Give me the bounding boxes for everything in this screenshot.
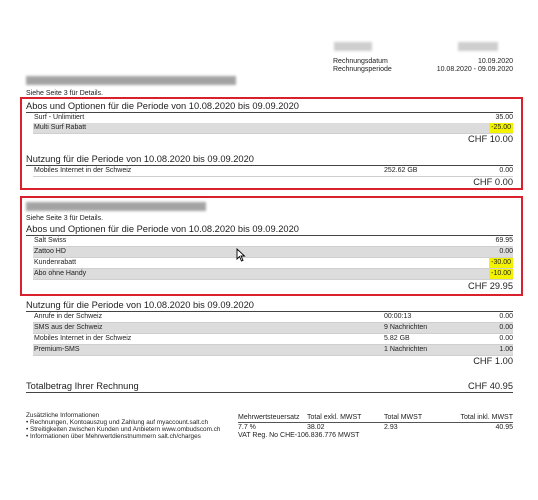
vat-value-excl: 38.02 [307, 424, 325, 431]
invoice-date-label: Rechnungsdatum [333, 58, 388, 65]
vat-header-vat: Total MWST [384, 414, 423, 421]
line-item-label: Zattoo HD [34, 248, 66, 255]
footer-info-line: • Rechnungen, Kontoauszug und Zahlung auf myaccount.salt.ch [26, 419, 209, 426]
line-item-amount: 69.95 [495, 237, 513, 244]
line-item [33, 247, 513, 258]
abos-title-2: Abos und Optionen für die Periode von 10.08.2020 bis 09.09.2020 [26, 224, 299, 234]
abos-subtotal-2: CHF 29.95 [468, 281, 513, 291]
mouse-cursor-icon [236, 248, 246, 262]
line-item-label: Abo ohne Handy [34, 270, 87, 277]
usage-subtotal-1: CHF 0.00 [473, 177, 513, 187]
line-item [33, 269, 513, 280]
line-item-label: Salt Swiss [34, 237, 67, 244]
line-item-amount: 0.00 [499, 167, 513, 174]
divider [26, 392, 513, 393]
vat-header-excl: Total exkl. MWST [307, 414, 362, 421]
line-item [33, 258, 513, 269]
line-item-amount: 0.00 [499, 335, 513, 342]
line-item [33, 236, 513, 247]
line-item-amount: 0.00 [499, 324, 513, 331]
see-details-note: Siehe Seite 3 für Details. [26, 215, 104, 222]
line-item-quantity: 5.82 GB [384, 335, 410, 342]
redacted-subscriber-1 [26, 76, 236, 85]
line-item-amount-highlighted: -10.00 [491, 270, 511, 277]
line-item [33, 123, 513, 134]
grand-total-label: Totalbetrag Ihrer Rechnung [26, 381, 139, 391]
vat-header-rate: Mehrwertsteuersatz [238, 414, 300, 421]
line-item-label: Premium-SMS [34, 346, 80, 353]
redacted-header-left [334, 42, 372, 51]
invoice-date-value: 10.09.2020 [477, 58, 513, 65]
footer-info-line: • Informationen über Mehrwertdienstnummern salt.ch/charges [26, 433, 201, 440]
line-item-quantity: 9 Nachrichten [384, 324, 428, 331]
abos-subtotal-1: CHF 10.00 [468, 134, 513, 144]
abos-title-1: Abos und Optionen für die Periode von 10.08.2020 bis 09.09.2020 [26, 101, 299, 111]
footer-info-line: • Streitigkeiten zwischen Kunden und Anbietern www.ombudscom.ch [26, 426, 221, 433]
usage-title-2: Nutzung für die Periode von 10.08.2020 bis 09.09.2020 [26, 300, 254, 310]
line-item-amount: 0.00 [499, 313, 513, 320]
vat-value-incl: 40.95 [495, 424, 513, 431]
line-item-label: Anrufe in der Schweiz [34, 313, 103, 320]
usage-title-1: Nutzung für die Periode von 10.08.2020 bis 09.09.2020 [26, 154, 254, 164]
line-item-label: SMS aus der Schweiz [34, 324, 103, 331]
line-item-quantity: 252.62 GB [384, 167, 418, 174]
see-details-note: Siehe Seite 3 für Details. [26, 90, 104, 97]
line-item-label: Mobiles Internet in der Schweiz [34, 335, 132, 342]
invoice-period-value: 10.08.2020 - 09.09.2020 [436, 66, 513, 73]
line-item-label: Multi Surf Rabatt [34, 124, 87, 131]
line-item [33, 334, 513, 345]
vat-header-incl: Total inkl. MWST [460, 414, 513, 421]
vat-registration: VAT Reg. No CHE-106.836.776 MWST [238, 432, 360, 439]
vat-value-rate: 7.7 % [238, 424, 256, 431]
redacted-subscriber-2 [26, 202, 206, 211]
grand-total-value: CHF 40.95 [468, 381, 513, 391]
line-item [33, 312, 513, 323]
line-item-amount: 35.00 [495, 114, 513, 121]
vat-value-vat: 2.93 [384, 424, 398, 431]
line-item-amount: 1.00 [499, 346, 513, 353]
line-item-amount-highlighted: -25.00 [491, 124, 511, 131]
line-item-quantity: 00:00:13 [384, 313, 412, 320]
line-item-label: Kundenrabatt [34, 259, 77, 266]
line-item-quantity: 1 Nachrichten [384, 346, 428, 353]
line-item-amount: 0.00 [499, 248, 513, 255]
footer-info-title: Zusätzliche Informationen [26, 412, 100, 419]
invoice-period-label: Rechnungsperiode [333, 66, 392, 73]
line-item-label: Mobiles Internet in der Schweiz [34, 167, 132, 174]
line-item [33, 166, 513, 177]
line-item [33, 323, 513, 334]
line-item-amount-highlighted: -30.00 [491, 259, 511, 266]
line-item [33, 345, 513, 356]
usage-subtotal-2: CHF 1.00 [473, 356, 513, 366]
redacted-header-right [458, 42, 498, 51]
line-item-label: Surf - Unlimitiert [34, 114, 85, 121]
